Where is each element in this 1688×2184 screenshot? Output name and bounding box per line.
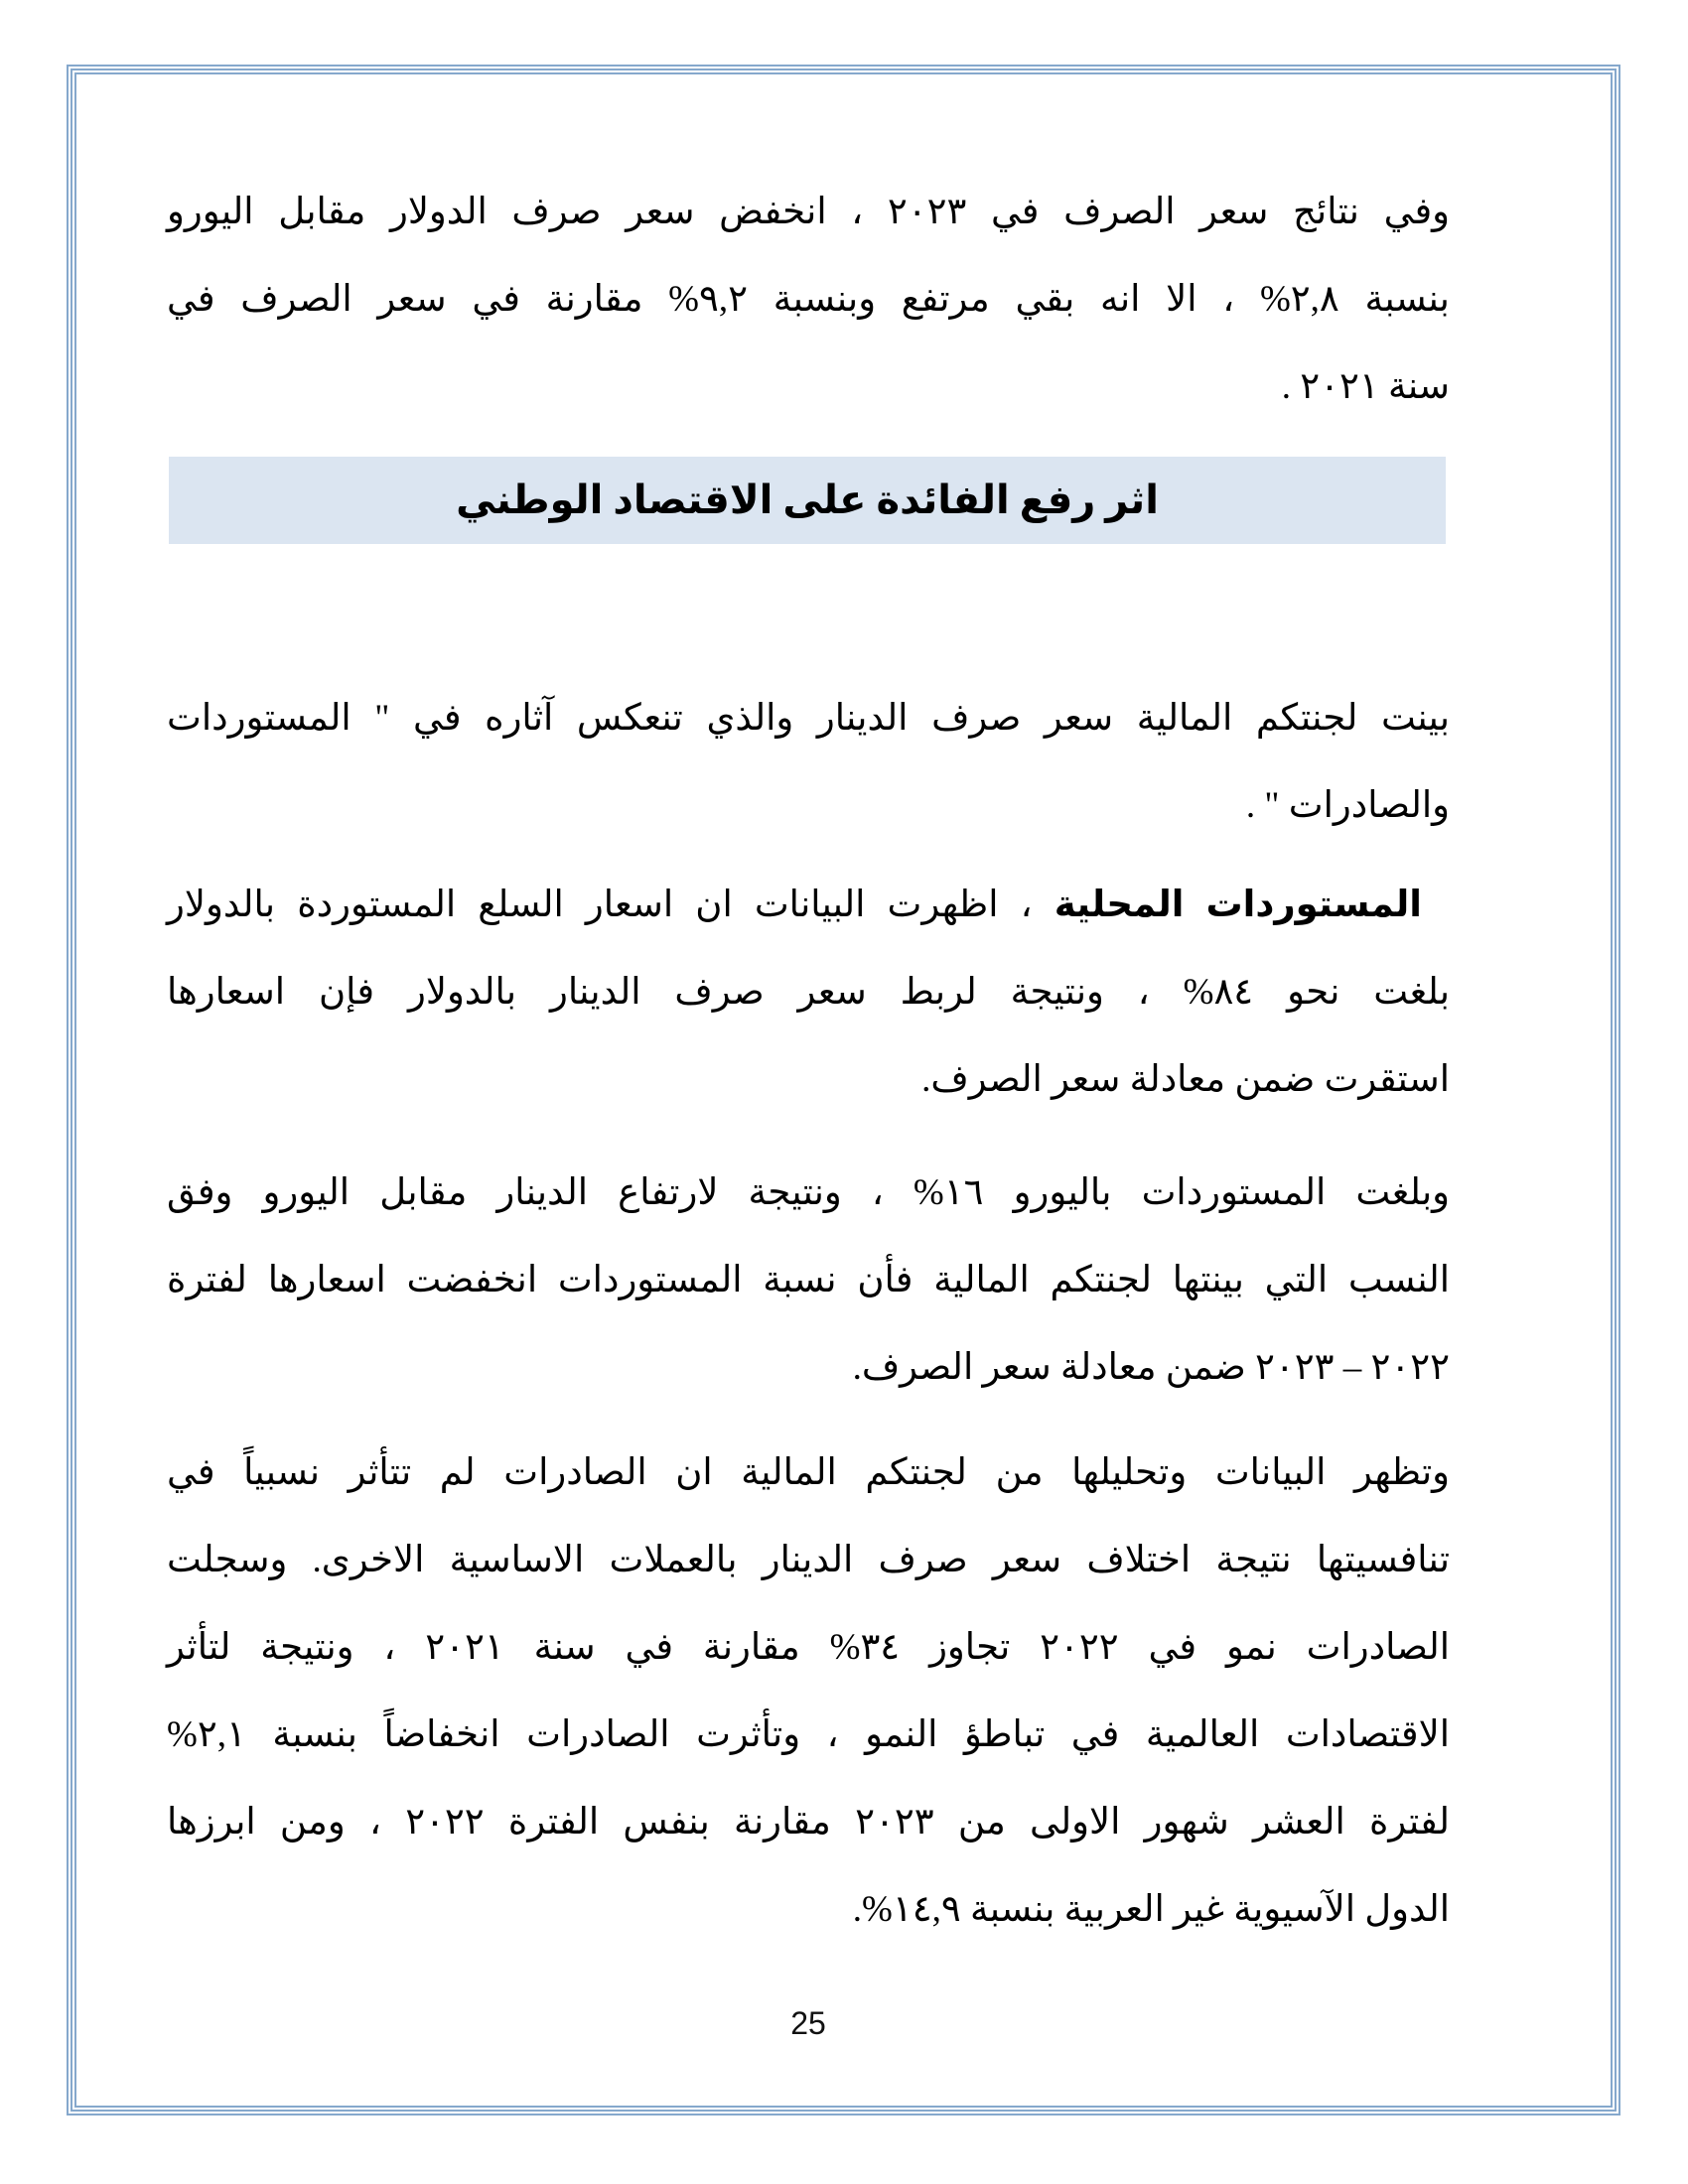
paragraph-4-line-3 (167, 1324, 1450, 1412)
paragraph-2-line-1 (167, 675, 1450, 762)
paragraph-2-line-2 (167, 762, 1450, 850)
paragraph-5-line-6 (167, 1866, 1450, 1954)
paragraph-4-line-2 (167, 1237, 1450, 1324)
text-run: الصادرات نمو في ٢٠٢٢ تجاوز ٣٤% مقارنة في سنة ٢٠٢١ ، ونتيجة لتأثر (167, 1627, 1450, 1668)
paragraph-1 (167, 169, 1450, 431)
paragraph-5-line-1 (167, 1430, 1450, 1517)
text-run: الاقتصادات العالمية في تباطؤ النمو ، وتأثرت الصادرات انخفاضاً بنسبة ٢,١% (167, 1714, 1450, 1755)
text-run: ، اظهرت البيانات ان اسعار السلع المستوردة بالدولار (167, 885, 1055, 925)
paragraph-2 (167, 675, 1450, 850)
paragraph-5-line-5 (167, 1779, 1450, 1866)
paragraph-1-line-3 (167, 343, 1450, 431)
paragraph-3-line-1 (167, 862, 1450, 949)
text-run: وبلغت المستوردات باليورو ١٦% ، ونتيجة لارتفاع الدينار مقابل اليورو وفق (167, 1172, 1450, 1213)
text-run: بلغت نحو ٨٤% ، ونتيجة لربط سعر صرف الدينار بالدولار فإن اسعارها (167, 972, 1450, 1013)
page-number: 25 (790, 2005, 826, 2041)
text-run: تنافسيتها نتيجة اختلاف سعر صرف الدينار بالعملات الاساسية الاخرى. وسجلت (167, 1540, 1450, 1580)
paragraph-1-line-2 (167, 256, 1450, 343)
body-text (167, 0, 1450, 2184)
text-run: بينت لجنتكم المالية سعر صرف الدينار والذي تنعكس آثاره في " المستوردات (167, 698, 1450, 739)
paragraph-1-line-1 (167, 169, 1450, 256)
paragraph-4-line-1 (167, 1150, 1450, 1237)
text-run: ٢٠٢٢ – ٢٠٢٣ ضمن معادلة سعر الصرف. (852, 1347, 1450, 1388)
paragraph-3-line-3 (167, 1036, 1450, 1124)
paragraph-5-line-4 (167, 1692, 1450, 1779)
paragraph-3 (167, 862, 1450, 1124)
text-run: لفترة العشر شهور الاولى من ٢٠٢٣ مقارنة بنفس الفترة ٢٠٢٢ ، ومن ابرزها (167, 1802, 1450, 1843)
text-run: استقرت ضمن معادلة سعر الصرف. (921, 1059, 1450, 1100)
text-run: والصادرات " . (1245, 785, 1450, 826)
text-run: سنة ٢٠٢١ . (1281, 366, 1450, 407)
section-heading-text: اثر رفع الفائدة على الاقتصاد الوطني (456, 478, 1159, 522)
paragraph-5 (167, 1430, 1450, 1954)
paragraph-3-line-2 (167, 949, 1450, 1036)
paragraph-4 (167, 1150, 1450, 1412)
paragraph-5-line-2 (167, 1517, 1450, 1604)
text-run: وتظهر البيانات وتحليلها من لجنتكم المالية ان الصادرات لم تتأثر نسبياً في (167, 1452, 1450, 1493)
bold-run: المستوردات المحلية (1054, 885, 1422, 925)
text-run: بنسبة ٢,٨% ، الا انه بقي مرتفع وبنسبة ٩,٢% مقارنة في سعر الصرف في (167, 279, 1450, 320)
text-run: النسب التي بينتها لجنتكم المالية فأن نسبة المستوردات انخفضت اسعارها لفترة (167, 1260, 1450, 1300)
text-run: الدول الآسيوية غير العربية بنسبة ١٤,٩%. (852, 1889, 1450, 1930)
text-run: وفي نتائج سعر الصرف في ٢٠٢٣ ، انخفض سعر صرف الدولار مقابل اليورو (167, 192, 1450, 232)
paragraph-5-line-3 (167, 1604, 1450, 1692)
